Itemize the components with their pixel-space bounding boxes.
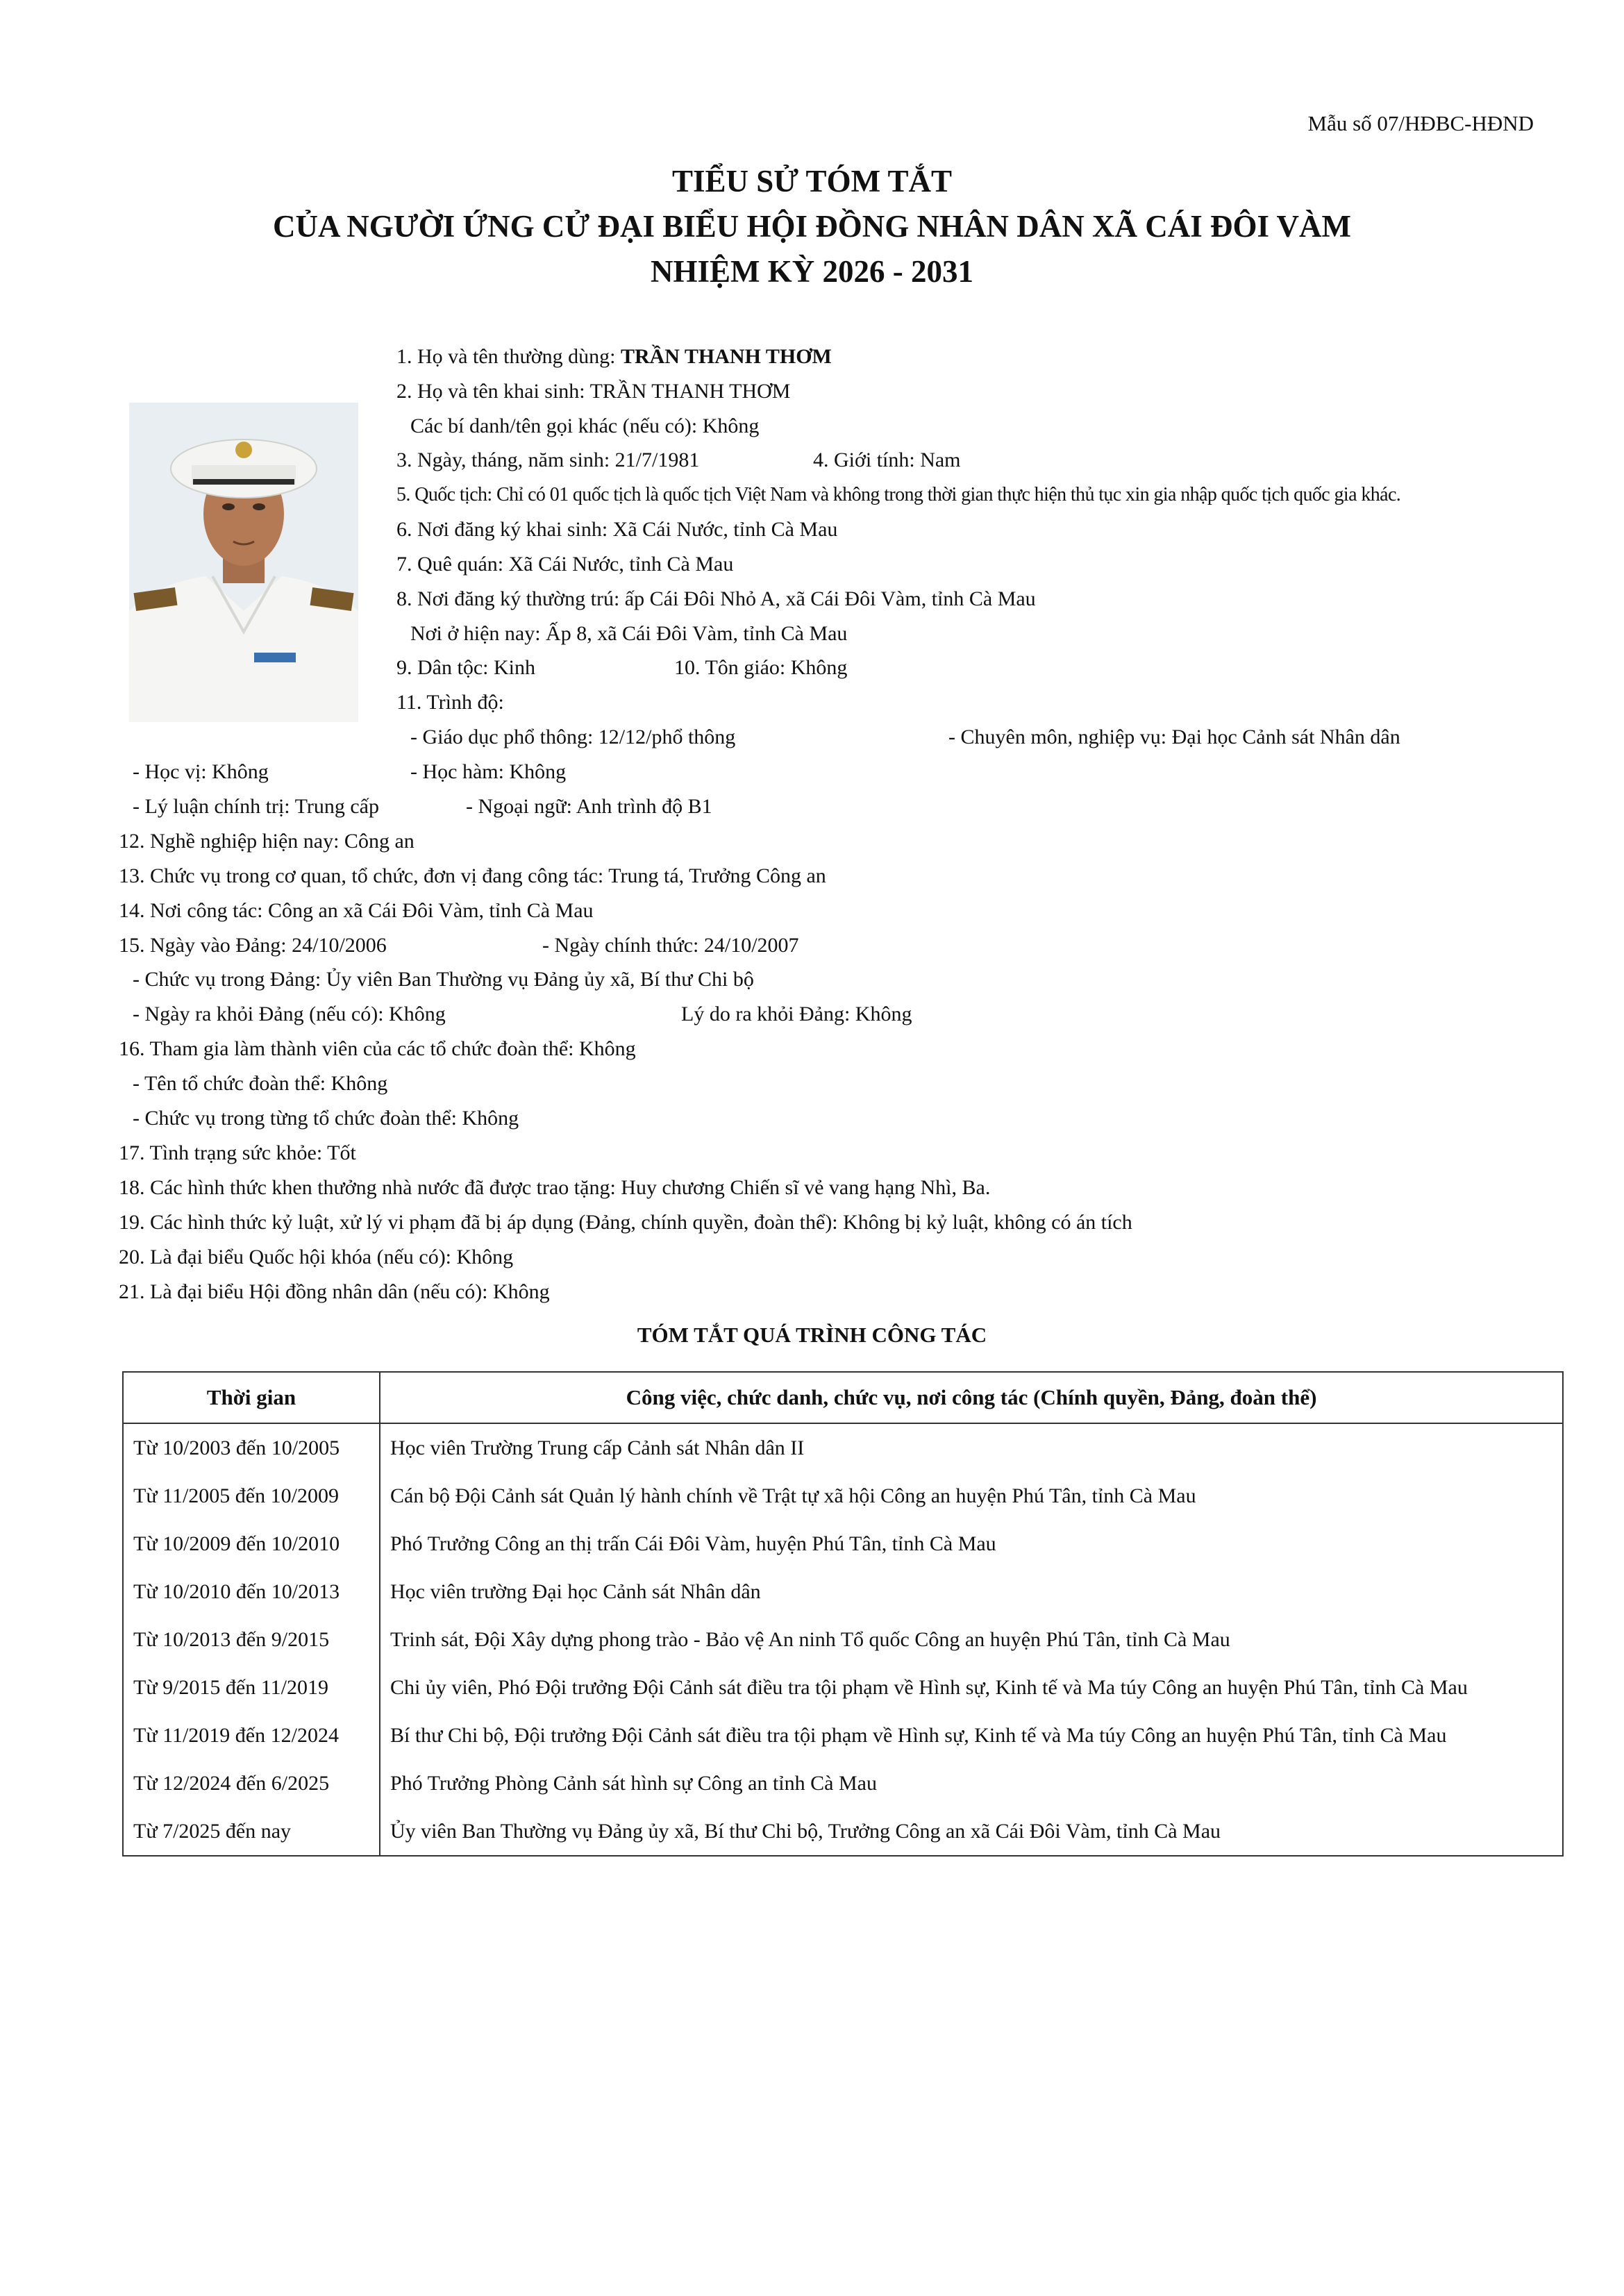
field-health-status: 17. Tình trạng sức khỏe: Tốt [119,1141,356,1164]
field-party-join-date: 15. Ngày vào Đảng: 24/10/2006 [119,934,387,957]
table-row [123,1616,1563,1664]
cell-period: Từ 10/2009 đến 10/2010 [123,1520,380,1568]
table-row [123,1423,1563,1472]
candidate-portrait-photo [129,403,358,722]
table-row [123,1759,1563,1807]
document-subtitle: CỦA NGƯỜI ỨNG CỬ ĐẠI BIỂU HỘI ĐỒNG NHÂN DÂN XÃ CÁI ĐÔI VÀM [273,209,1351,244]
column-header-period: Thời gian [123,1372,380,1423]
field-peoples-council: 21. Là đại biểu Hội đồng nhân dân (nếu có): Không [119,1280,550,1303]
cell-role: Phó Trưởng Công an thị trấn Cái Đôi Vàm, huyện Phú Tân, tỉnh Cà Mau [380,1520,1563,1568]
field-political-theory: - Lý luận chính trị: Trung cấp [133,795,379,818]
field-position: 13. Chức vụ trong cơ quan, tổ chức, đơn vị đang công tác: Trung tá, Trưởng Công an [119,864,826,887]
cell-role: Học viên Trường Trung cấp Cảnh sát Nhân dân II [380,1423,1563,1472]
field-workplace: 14. Nơi công tác: Công an xã Cái Đôi Vàm, tỉnh Cà Mau [119,899,594,922]
field-general-education: - Giáo dục phổ thông: 12/12/phổ thông [410,726,736,748]
cell-period: Từ 11/2019 đến 12/2024 [123,1711,380,1759]
table-row [123,1568,1563,1616]
column-header-role: Công việc, chức danh, chức vụ, nơi công tác (Chính quyền, Đảng, đoàn thể) [380,1372,1563,1423]
field-gender: 4. Giới tính: Nam [813,449,961,471]
cell-period: Từ 9/2015 đến 11/2019 [123,1664,380,1711]
field-birth-date: 3. Ngày, tháng, năm sinh: 21/7/1981 [396,449,700,471]
cell-role: Học viên trường Đại học Cảnh sát Nhân dân [380,1568,1563,1616]
field-permanent-residence: 8. Nơi đăng ký thường trú: ấp Cái Đôi Nhỏ A, xã Cái Đôi Vàm, tỉnh Cà Mau [396,587,1036,610]
table-row [123,1520,1563,1568]
cell-role: Phó Trưởng Phòng Cảnh sát hình sự Công an tỉnh Cà Mau [380,1759,1563,1807]
field-ethnicity: 9. Dân tộc: Kinh [396,656,535,679]
cell-period: Từ 11/2005 đến 10/2009 [123,1472,380,1520]
field-party-leave-reason: Lý do ra khỏi Đảng: Không [681,1003,912,1025]
field-common-name [396,345,832,369]
field-organization-name: - Tên tổ chức đoàn thể: Không [133,1072,388,1095]
field-foreign-language: - Ngoại ngữ: Anh trình độ B1 [466,795,712,818]
field-party-position: - Chức vụ trong Đảng: Ủy viên Ban Thường vụ Đảng ủy xã, Bí thư Chi bộ [133,968,754,991]
table-header-row [123,1372,1563,1423]
table-row [123,1664,1563,1711]
field-academic-title: - Học hàm: Không [410,760,567,783]
field-occupation: 12. Nghề nghiệp hiện nay: Công an [119,830,415,853]
field-professional-qualification: - Chuyên môn, nghiệp vụ: Đại học Cảnh sát Nhân dân [948,726,1400,748]
cell-role: Trinh sát, Đội Xây dựng phong trào - Bảo vệ An ninh Tổ quốc Công an huyện Phú Tân, tỉnh Cà Mau [380,1616,1563,1664]
field-nationality: 5. Quốc tịch: Chỉ có 01 quốc tịch là quốc tịch Việt Nam và không trong thời gian thực hiện thủ tục xin gia nhập quốc tịch quốc gia khác. [396,484,1401,505]
field-common-name-value: TRẦN THANH THƠM [620,345,832,368]
field-organization-position: - Chức vụ trong từng tổ chức đoàn thể: Không [133,1107,519,1130]
field-education-heading: 11. Trình độ: [396,691,504,714]
field-mass-organizations: 16. Tham gia làm thành viên của các tổ chức đoàn thể: Không [119,1037,636,1060]
cell-period: Từ 12/2024 đến 6/2025 [123,1759,380,1807]
field-national-assembly: 20. Là đại biểu Quốc hội khóa (nếu có): Không [119,1246,514,1268]
document-term: NHIỆM KỲ 2026 - 2031 [651,254,973,289]
cell-period: Từ 10/2010 đến 10/2013 [123,1568,380,1616]
field-academic-degree: - Học vị: Không [133,760,269,783]
field-birth-registration: 6. Nơi đăng ký khai sinh: Xã Cái Nước, tỉnh Cà Mau [396,518,838,541]
work-history-title: TÓM TẮT QUÁ TRÌNH CÔNG TÁC [637,1323,987,1347]
field-discipline: 19. Các hình thức kỷ luật, xử lý vi phạm đã bị áp dụng (Đảng, chính quyền, đoàn thể): Không bị kỷ luật, không có án tích [119,1211,1132,1234]
field-current-residence: Nơi ở hiện nay: Ấp 8, xã Cái Đôi Vàm, tỉnh Cà Mau [410,622,848,645]
work-history-table [122,1371,1564,1857]
field-birth-name: 2. Họ và tên khai sinh: TRẦN THANH THƠM [396,380,791,403]
field-party-leave-date: - Ngày ra khỏi Đảng (nếu có): Không [133,1003,446,1025]
cell-role: Cán bộ Đội Cảnh sát Quản lý hành chính về Trật tự xã hội Công an huyện Phú Tân, tỉnh Cà Mau [380,1472,1563,1520]
cell-role: Ủy viên Ban Thường vụ Đảng ủy xã, Bí thư Chi bộ, Trưởng Công an xã Cái Đôi Vàm, tỉnh Cà Mau [380,1807,1563,1856]
field-aliases: Các bí danh/tên gọi khác (nếu có): Không [410,414,760,437]
cell-role: Chi ủy viên, Phó Đội trưởng Đội Cảnh sát điều tra tội phạm về Hình sự, Kinh tế và Ma túy Công an huyện Phú Tân, tỉnh Cà Mau [380,1664,1563,1711]
field-awards: 18. Các hình thức khen thưởng nhà nước đã được trao tặng: Huy chương Chiến sĩ vẻ vang hạng Nhì, Ba. [119,1176,991,1199]
cell-period: Từ 10/2013 đến 9/2015 [123,1616,380,1664]
cell-period: Từ 7/2025 đến nay [123,1807,380,1856]
table-row [123,1711,1563,1759]
field-hometown: 7. Quê quán: Xã Cái Nước, tỉnh Cà Mau [396,553,734,576]
form-code: Mẫu số 07/HĐBC-HĐND [1307,111,1534,135]
table-row [123,1472,1563,1520]
field-party-official-date: - Ngày chính thức: 24/10/2007 [542,934,799,957]
cell-role: Bí thư Chi bộ, Đội trưởng Đội Cảnh sát điều tra tội phạm về Hình sự, Kinh tế và Ma túy Công an huyện Phú Tân, tỉnh Cà Mau [380,1711,1563,1759]
field-common-name-label: 1. Họ và tên thường dùng: [396,345,621,368]
field-religion: 10. Tôn giáo: Không [674,656,848,679]
document-title: TIỂU SỬ TÓM TẮT [671,164,953,199]
table-row [123,1807,1563,1856]
cell-period: Từ 10/2003 đến 10/2005 [123,1423,380,1472]
